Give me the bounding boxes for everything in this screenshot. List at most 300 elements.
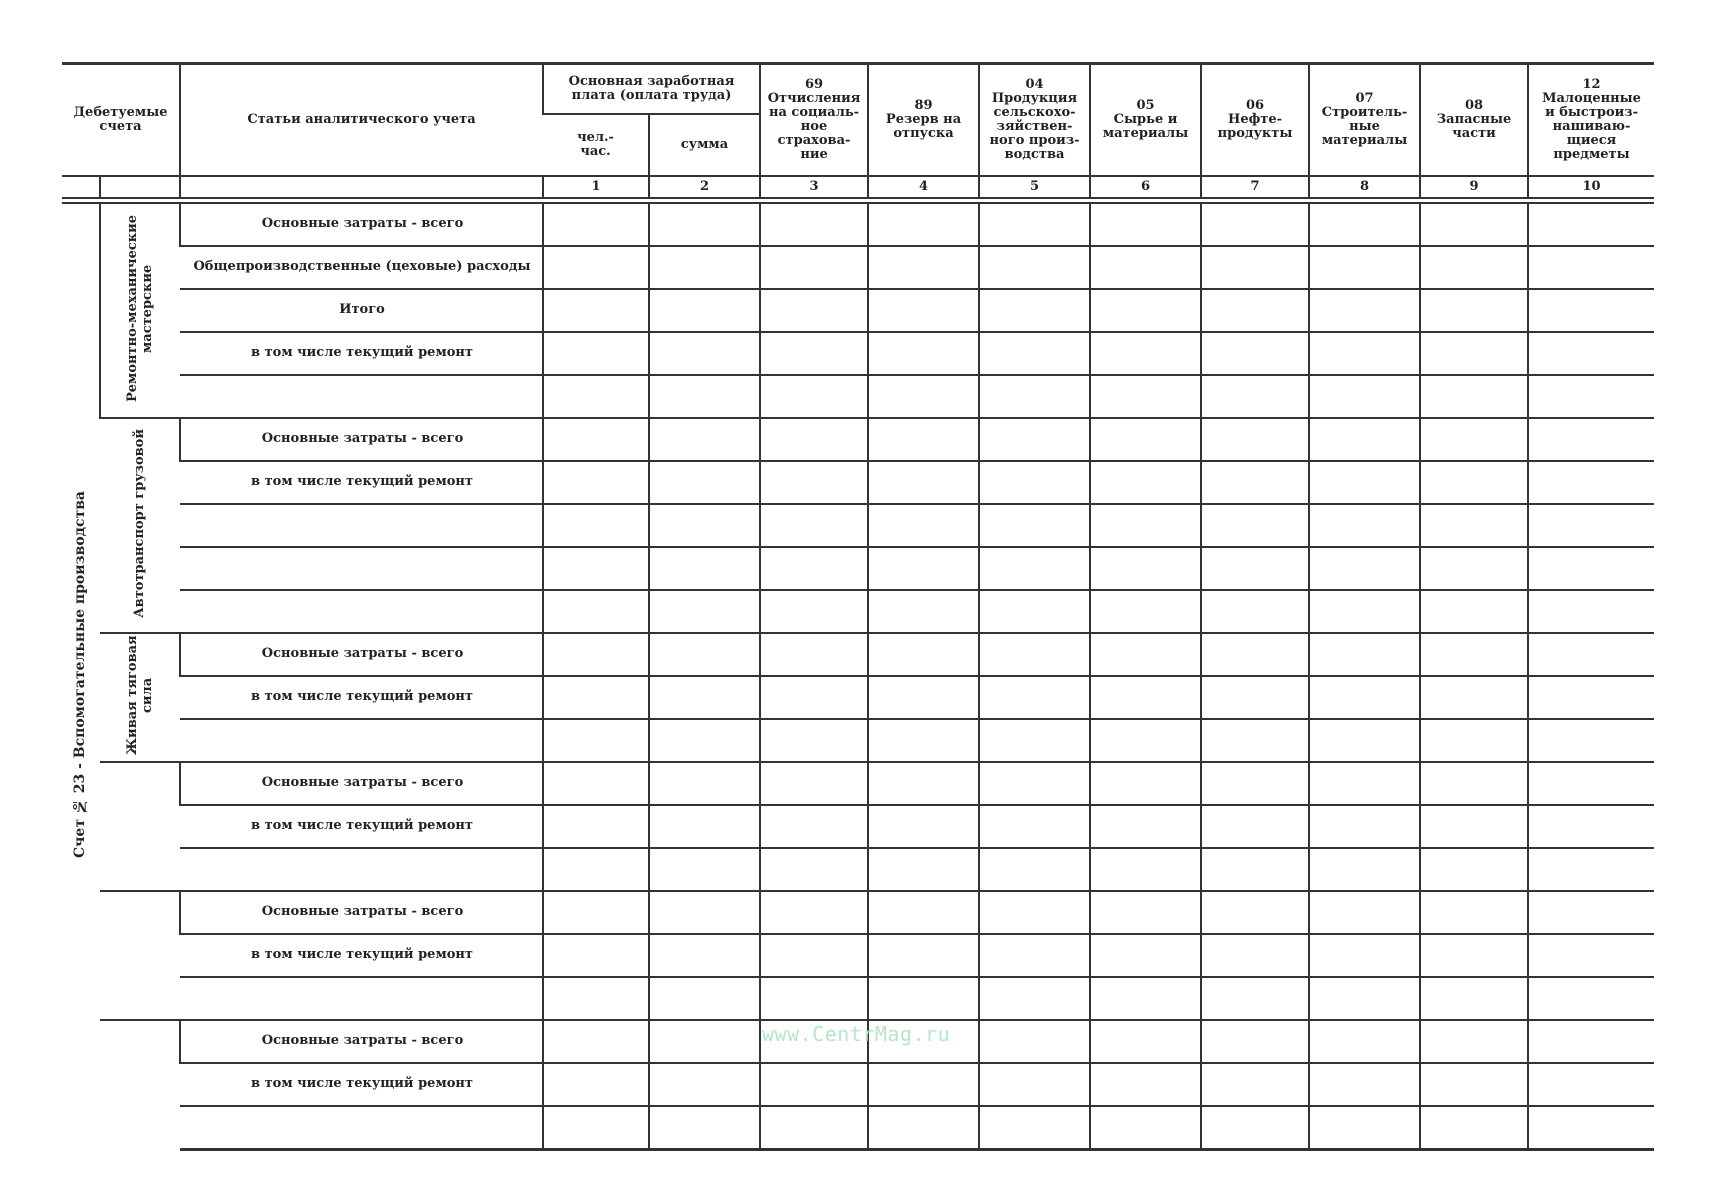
entry-cell[interactable] bbox=[543, 1063, 649, 1106]
entry-cell[interactable] bbox=[649, 934, 760, 977]
table-row bbox=[62, 633, 1654, 676]
entry-cell[interactable] bbox=[979, 203, 1090, 246]
entry-cell[interactable] bbox=[1420, 633, 1528, 676]
entry-cell[interactable] bbox=[1420, 203, 1528, 246]
entry-cell[interactable] bbox=[649, 461, 760, 504]
entry-cell[interactable] bbox=[760, 246, 868, 289]
entry-cell[interactable] bbox=[1201, 1063, 1309, 1106]
entry-cell[interactable] bbox=[543, 461, 649, 504]
entry-cell[interactable] bbox=[1201, 1020, 1309, 1063]
column-number: 5 bbox=[979, 176, 1090, 198]
entry-cell[interactable] bbox=[649, 590, 760, 633]
entry-cell[interactable] bbox=[1309, 504, 1420, 547]
entry-cell[interactable] bbox=[868, 203, 979, 246]
entry-cell[interactable] bbox=[1528, 805, 1654, 848]
entry-cell[interactable] bbox=[1201, 762, 1309, 805]
entry-cell[interactable] bbox=[1201, 246, 1309, 289]
header-col-line: 89 bbox=[914, 97, 933, 113]
entry-cell[interactable] bbox=[649, 719, 760, 762]
entry-cell[interactable] bbox=[760, 1063, 868, 1106]
header-col-line: продукты bbox=[1217, 125, 1293, 141]
number-cell-empty bbox=[62, 176, 100, 198]
group-label-cell bbox=[100, 891, 180, 1020]
table-row bbox=[62, 504, 1654, 547]
header-col-7 bbox=[1201, 64, 1309, 176]
entry-cell[interactable] bbox=[1090, 1020, 1201, 1063]
entry-cell[interactable] bbox=[1090, 332, 1201, 375]
entry-cell[interactable] bbox=[1309, 934, 1420, 977]
entry-cell[interactable] bbox=[543, 805, 649, 848]
entry-cell[interactable] bbox=[760, 676, 868, 719]
header-col-line: части bbox=[1452, 125, 1496, 141]
entry-cell[interactable] bbox=[760, 203, 868, 246]
entry-cell[interactable] bbox=[543, 418, 649, 461]
entry-cell[interactable] bbox=[868, 246, 979, 289]
entry-cell[interactable] bbox=[649, 289, 760, 332]
entry-cell[interactable] bbox=[1201, 805, 1309, 848]
entry-cell[interactable] bbox=[760, 332, 868, 375]
header-col-9 bbox=[1420, 64, 1528, 176]
header-col-line: Продукция bbox=[991, 90, 1078, 106]
entry-cell[interactable] bbox=[868, 590, 979, 633]
entry-cell[interactable] bbox=[1420, 246, 1528, 289]
article-label: Основные затраты - всего bbox=[180, 891, 543, 934]
entry-cell[interactable] bbox=[649, 633, 760, 676]
entry-cell[interactable] bbox=[868, 504, 979, 547]
table-row bbox=[62, 289, 1654, 332]
group-label: Ремонтно-механические мастерские bbox=[125, 214, 155, 402]
header-col-line: водства bbox=[1004, 146, 1065, 162]
article-label: Общепроизводственные (цеховые) расходы bbox=[180, 246, 543, 289]
column-number: 3 bbox=[760, 176, 868, 198]
entry-cell[interactable] bbox=[1309, 848, 1420, 891]
entry-cell[interactable] bbox=[1528, 547, 1654, 590]
entry-cell[interactable] bbox=[1309, 332, 1420, 375]
entry-cell[interactable] bbox=[1201, 418, 1309, 461]
entry-cell[interactable] bbox=[868, 848, 979, 891]
entry-cell[interactable] bbox=[760, 504, 868, 547]
entry-cell[interactable] bbox=[1420, 418, 1528, 461]
entry-cell[interactable] bbox=[1420, 805, 1528, 848]
entry-cell[interactable] bbox=[1420, 891, 1528, 934]
entry-cell[interactable] bbox=[1201, 977, 1309, 1020]
entry-cell[interactable] bbox=[760, 418, 868, 461]
entry-cell[interactable] bbox=[543, 547, 649, 590]
entry-cell[interactable] bbox=[868, 719, 979, 762]
entry-cell[interactable] bbox=[1528, 246, 1654, 289]
column-number: 2 bbox=[649, 176, 760, 198]
header-col-line: Резерв на bbox=[885, 111, 962, 127]
entry-cell[interactable] bbox=[868, 375, 979, 418]
entry-cell[interactable] bbox=[1528, 590, 1654, 633]
header-col-line: 69 bbox=[804, 76, 824, 92]
entry-cell[interactable] bbox=[979, 332, 1090, 375]
entry-cell[interactable] bbox=[543, 590, 649, 633]
entry-cell[interactable] bbox=[543, 1020, 649, 1063]
entry-cell[interactable] bbox=[760, 891, 868, 934]
entry-cell[interactable] bbox=[1309, 719, 1420, 762]
entry-cell[interactable] bbox=[1309, 547, 1420, 590]
entry-cell[interactable] bbox=[979, 246, 1090, 289]
entry-cell[interactable] bbox=[868, 289, 979, 332]
entry-cell[interactable] bbox=[1420, 375, 1528, 418]
header-col-line: Запасные bbox=[1436, 111, 1512, 127]
entry-cell[interactable] bbox=[1090, 633, 1201, 676]
entry-cell[interactable] bbox=[868, 676, 979, 719]
entry-cell[interactable] bbox=[1528, 977, 1654, 1020]
entry-cell[interactable] bbox=[543, 762, 649, 805]
entry-cell[interactable] bbox=[649, 676, 760, 719]
table-row bbox=[62, 375, 1654, 418]
entry-cell[interactable] bbox=[760, 848, 868, 891]
entry-cell[interactable] bbox=[1420, 590, 1528, 633]
entry-cell[interactable] bbox=[1420, 332, 1528, 375]
article-label: в том числе текущий ремонт bbox=[180, 332, 543, 375]
article-label: в том числе текущий ремонт bbox=[180, 934, 543, 977]
table-row bbox=[62, 590, 1654, 633]
header-col-line: Малоценные bbox=[1542, 90, 1641, 106]
column-number: 4 bbox=[868, 176, 979, 198]
entry-cell[interactable] bbox=[979, 805, 1090, 848]
entry-cell[interactable] bbox=[868, 934, 979, 977]
entry-cell[interactable] bbox=[1309, 418, 1420, 461]
entry-cell[interactable] bbox=[649, 891, 760, 934]
entry-cell[interactable] bbox=[979, 676, 1090, 719]
entry-cell[interactable] bbox=[1090, 762, 1201, 805]
article-label bbox=[180, 977, 543, 1020]
entry-cell[interactable] bbox=[1528, 719, 1654, 762]
entry-cell[interactable] bbox=[979, 762, 1090, 805]
entry-cell[interactable] bbox=[1090, 504, 1201, 547]
entry-cell[interactable] bbox=[1420, 977, 1528, 1020]
table-row bbox=[62, 891, 1654, 934]
entry-cell[interactable] bbox=[543, 332, 649, 375]
entry-cell[interactable] bbox=[868, 762, 979, 805]
entry-cell[interactable] bbox=[1090, 246, 1201, 289]
entry-cell[interactable] bbox=[1201, 461, 1309, 504]
header-col-line: предметы bbox=[1553, 146, 1630, 162]
entry-cell[interactable] bbox=[868, 547, 979, 590]
column-number: 8 bbox=[1309, 176, 1420, 198]
entry-cell[interactable] bbox=[1090, 676, 1201, 719]
article-label: в том числе текущий ремонт bbox=[180, 676, 543, 719]
entry-cell[interactable] bbox=[868, 977, 979, 1020]
header-col-line: 12 bbox=[1582, 76, 1601, 92]
table-row bbox=[62, 461, 1654, 504]
ledger-table bbox=[62, 62, 1654, 1151]
entry-cell[interactable] bbox=[649, 418, 760, 461]
entry-cell[interactable] bbox=[979, 461, 1090, 504]
entry-cell[interactable] bbox=[979, 418, 1090, 461]
entry-cell[interactable] bbox=[649, 547, 760, 590]
entry-cell[interactable] bbox=[649, 375, 760, 418]
entry-cell[interactable] bbox=[649, 332, 760, 375]
entry-cell[interactable] bbox=[1528, 633, 1654, 676]
entry-cell[interactable] bbox=[1528, 676, 1654, 719]
entry-cell[interactable] bbox=[649, 848, 760, 891]
table-row bbox=[62, 1106, 1654, 1150]
entry-cell[interactable] bbox=[1420, 1020, 1528, 1063]
entry-cell[interactable] bbox=[1090, 289, 1201, 332]
entry-cell[interactable] bbox=[1309, 1106, 1420, 1150]
entry-cell[interactable] bbox=[979, 633, 1090, 676]
entry-cell[interactable] bbox=[760, 719, 868, 762]
table-row bbox=[62, 805, 1654, 848]
entry-cell[interactable] bbox=[1420, 848, 1528, 891]
entry-cell[interactable] bbox=[543, 977, 649, 1020]
entry-cell[interactable] bbox=[649, 977, 760, 1020]
entry-cell[interactable] bbox=[1201, 934, 1309, 977]
entry-cell[interactable] bbox=[543, 246, 649, 289]
article-label: в том числе текущий ремонт bbox=[180, 461, 543, 504]
header-col-6 bbox=[1090, 64, 1201, 176]
header-analytic-items: Статьи аналитического учета bbox=[180, 64, 543, 176]
header-col-line: Отчисления bbox=[767, 90, 861, 106]
entry-cell[interactable] bbox=[1309, 1063, 1420, 1106]
entry-cell[interactable] bbox=[868, 461, 979, 504]
entry-cell[interactable] bbox=[1528, 934, 1654, 977]
entry-cell[interactable] bbox=[649, 246, 760, 289]
header-col-line: отпуска bbox=[893, 125, 954, 141]
entry-cell[interactable] bbox=[1201, 1106, 1309, 1150]
entry-cell[interactable] bbox=[543, 203, 649, 246]
entry-cell[interactable] bbox=[649, 1063, 760, 1106]
entry-cell[interactable] bbox=[543, 676, 649, 719]
entry-cell[interactable] bbox=[1201, 848, 1309, 891]
entry-cell[interactable] bbox=[543, 934, 649, 977]
entry-cell[interactable] bbox=[1090, 977, 1201, 1020]
entry-cell[interactable] bbox=[1420, 289, 1528, 332]
entry-cell[interactable] bbox=[543, 633, 649, 676]
entry-cell[interactable] bbox=[979, 1106, 1090, 1150]
entry-cell[interactable] bbox=[1090, 203, 1201, 246]
column-number: 10 bbox=[1528, 176, 1654, 198]
entry-cell[interactable] bbox=[1309, 891, 1420, 934]
header-col-10 bbox=[1528, 64, 1654, 176]
entry-cell[interactable] bbox=[1309, 805, 1420, 848]
entry-cell[interactable] bbox=[979, 504, 1090, 547]
entry-cell[interactable] bbox=[1201, 332, 1309, 375]
entry-cell[interactable] bbox=[1090, 375, 1201, 418]
entry-cell[interactable] bbox=[979, 977, 1090, 1020]
entry-cell[interactable] bbox=[649, 1020, 760, 1063]
header-col-line: 06 bbox=[1245, 97, 1265, 113]
header-col-line: нашиваю- bbox=[1552, 118, 1631, 134]
entry-cell[interactable] bbox=[1090, 891, 1201, 934]
article-label: в том числе текущий ремонт bbox=[180, 1063, 543, 1106]
entry-cell[interactable] bbox=[1201, 633, 1309, 676]
entry-cell[interactable] bbox=[979, 1063, 1090, 1106]
table-row bbox=[62, 719, 1654, 762]
entry-cell[interactable] bbox=[1528, 375, 1654, 418]
entry-cell[interactable] bbox=[979, 934, 1090, 977]
entry-cell[interactable] bbox=[1090, 1106, 1201, 1150]
column-number: 7 bbox=[1201, 176, 1309, 198]
article-label bbox=[180, 375, 543, 418]
entry-cell[interactable] bbox=[979, 590, 1090, 633]
entry-cell[interactable] bbox=[1420, 1106, 1528, 1150]
entry-cell[interactable] bbox=[979, 547, 1090, 590]
entry-cell[interactable] bbox=[868, 1063, 979, 1106]
article-label: Итого bbox=[180, 289, 543, 332]
entry-cell[interactable] bbox=[979, 289, 1090, 332]
header-man-hours: чел.-час. bbox=[543, 114, 649, 176]
group-label-cell bbox=[100, 203, 180, 418]
entry-cell[interactable] bbox=[1420, 547, 1528, 590]
entry-cell[interactable] bbox=[760, 633, 868, 676]
header-col-line: ные bbox=[1349, 118, 1380, 134]
entry-cell[interactable] bbox=[1090, 547, 1201, 590]
entry-cell[interactable] bbox=[1201, 590, 1309, 633]
header-col-line: Строитель- bbox=[1321, 104, 1408, 120]
entry-cell[interactable] bbox=[1309, 676, 1420, 719]
entry-cell[interactable] bbox=[1090, 590, 1201, 633]
entry-cell[interactable] bbox=[1420, 504, 1528, 547]
entry-cell[interactable] bbox=[543, 891, 649, 934]
article-label bbox=[180, 590, 543, 633]
entry-cell[interactable] bbox=[1090, 848, 1201, 891]
header-col-8 bbox=[1309, 64, 1420, 176]
entry-cell[interactable] bbox=[1420, 461, 1528, 504]
entry-cell[interactable] bbox=[543, 848, 649, 891]
entry-cell[interactable] bbox=[649, 762, 760, 805]
header-col-line: ние bbox=[800, 146, 828, 162]
entry-cell[interactable] bbox=[1528, 1063, 1654, 1106]
entry-cell[interactable] bbox=[760, 1106, 868, 1150]
entry-cell[interactable] bbox=[1309, 1020, 1420, 1063]
entry-cell[interactable] bbox=[543, 1106, 649, 1150]
entry-cell[interactable] bbox=[760, 977, 868, 1020]
article-label bbox=[180, 848, 543, 891]
entry-cell[interactable] bbox=[649, 504, 760, 547]
entry-cell[interactable] bbox=[1528, 203, 1654, 246]
entry-cell[interactable] bbox=[1309, 289, 1420, 332]
entry-cell[interactable] bbox=[1201, 891, 1309, 934]
entry-cell[interactable] bbox=[868, 891, 979, 934]
header-col-line: Сырье и bbox=[1113, 111, 1178, 127]
entry-cell[interactable] bbox=[1528, 461, 1654, 504]
entry-cell[interactable] bbox=[1201, 719, 1309, 762]
entry-cell[interactable] bbox=[979, 375, 1090, 418]
entry-cell[interactable] bbox=[760, 762, 868, 805]
entry-cell[interactable] bbox=[1528, 504, 1654, 547]
entry-cell[interactable] bbox=[543, 719, 649, 762]
entry-cell[interactable] bbox=[1420, 1063, 1528, 1106]
entry-cell[interactable] bbox=[979, 891, 1090, 934]
entry-cell[interactable] bbox=[760, 375, 868, 418]
entry-cell[interactable] bbox=[1201, 504, 1309, 547]
entry-cell[interactable] bbox=[1420, 934, 1528, 977]
entry-cell[interactable] bbox=[1528, 891, 1654, 934]
entry-cell[interactable] bbox=[543, 375, 649, 418]
header-wage-group: Основная заработная плата (оплата труда) bbox=[543, 64, 760, 114]
table-row bbox=[62, 1063, 1654, 1106]
entry-cell[interactable] bbox=[1201, 676, 1309, 719]
entry-cell[interactable] bbox=[543, 504, 649, 547]
table-row bbox=[62, 934, 1654, 977]
entry-cell[interactable] bbox=[1090, 719, 1201, 762]
header-col-line: ного произ- bbox=[989, 132, 1080, 148]
table-row bbox=[62, 762, 1654, 805]
entry-cell[interactable] bbox=[868, 332, 979, 375]
group-label-cell bbox=[100, 418, 180, 633]
entry-cell[interactable] bbox=[1090, 805, 1201, 848]
entry-cell[interactable] bbox=[868, 1106, 979, 1150]
entry-cell[interactable] bbox=[868, 418, 979, 461]
entry-cell[interactable] bbox=[1090, 934, 1201, 977]
entry-cell[interactable] bbox=[979, 719, 1090, 762]
article-label: Основные затраты - всего bbox=[180, 203, 543, 246]
entry-cell[interactable] bbox=[1201, 547, 1309, 590]
entry-cell[interactable] bbox=[1528, 332, 1654, 375]
entry-cell[interactable] bbox=[1528, 418, 1654, 461]
entry-cell[interactable] bbox=[1309, 203, 1420, 246]
entry-cell[interactable] bbox=[760, 461, 868, 504]
main-account-label: Счет № 23 - Вспомогательные производства bbox=[72, 490, 88, 858]
table-row bbox=[62, 977, 1654, 1020]
article-label: в том числе текущий ремонт bbox=[180, 805, 543, 848]
header-col-line: Нефте- bbox=[1228, 111, 1283, 127]
entry-cell[interactable] bbox=[649, 1106, 760, 1150]
entry-cell[interactable] bbox=[760, 590, 868, 633]
entry-cell[interactable] bbox=[1309, 633, 1420, 676]
entry-cell[interactable] bbox=[1309, 762, 1420, 805]
entry-cell[interactable] bbox=[1201, 375, 1309, 418]
entry-cell[interactable] bbox=[760, 547, 868, 590]
group-label-cell bbox=[100, 633, 180, 762]
entry-cell[interactable] bbox=[1528, 1020, 1654, 1063]
entry-cell[interactable] bbox=[760, 805, 868, 848]
entry-cell[interactable] bbox=[1201, 203, 1309, 246]
table-row bbox=[62, 848, 1654, 891]
number-cell-empty bbox=[180, 176, 543, 198]
table-row bbox=[62, 547, 1654, 590]
article-label: Основные затраты - всего bbox=[180, 1020, 543, 1063]
entry-cell[interactable] bbox=[868, 805, 979, 848]
entry-cell[interactable] bbox=[1528, 848, 1654, 891]
entry-cell[interactable] bbox=[1528, 1106, 1654, 1150]
entry-cell[interactable] bbox=[979, 848, 1090, 891]
entry-cell[interactable] bbox=[1309, 375, 1420, 418]
entry-cell[interactable] bbox=[649, 805, 760, 848]
header-col-line: 05 bbox=[1136, 97, 1155, 113]
entry-cell[interactable] bbox=[1309, 461, 1420, 504]
entry-cell[interactable] bbox=[1420, 719, 1528, 762]
entry-cell[interactable] bbox=[1420, 762, 1528, 805]
entry-cell[interactable] bbox=[1309, 977, 1420, 1020]
entry-cell[interactable] bbox=[868, 633, 979, 676]
entry-cell[interactable] bbox=[1528, 762, 1654, 805]
entry-cell[interactable] bbox=[1309, 590, 1420, 633]
table-row bbox=[62, 676, 1654, 719]
table-row bbox=[62, 203, 1654, 246]
entry-cell[interactable] bbox=[1090, 1063, 1201, 1106]
article-label bbox=[180, 504, 543, 547]
entry-cell[interactable] bbox=[1090, 418, 1201, 461]
entry-cell[interactable] bbox=[760, 289, 868, 332]
entry-cell[interactable] bbox=[760, 934, 868, 977]
entry-cell[interactable] bbox=[1420, 676, 1528, 719]
entry-cell[interactable] bbox=[1090, 461, 1201, 504]
entry-cell[interactable] bbox=[543, 289, 649, 332]
group-label-cell bbox=[100, 1020, 180, 1150]
group-label: Живая тяговая сила bbox=[124, 635, 155, 755]
entry-cell[interactable] bbox=[1528, 289, 1654, 332]
entry-cell[interactable] bbox=[979, 1020, 1090, 1063]
entry-cell[interactable] bbox=[1201, 289, 1309, 332]
entry-cell[interactable] bbox=[1309, 246, 1420, 289]
entry-cell[interactable] bbox=[649, 203, 760, 246]
